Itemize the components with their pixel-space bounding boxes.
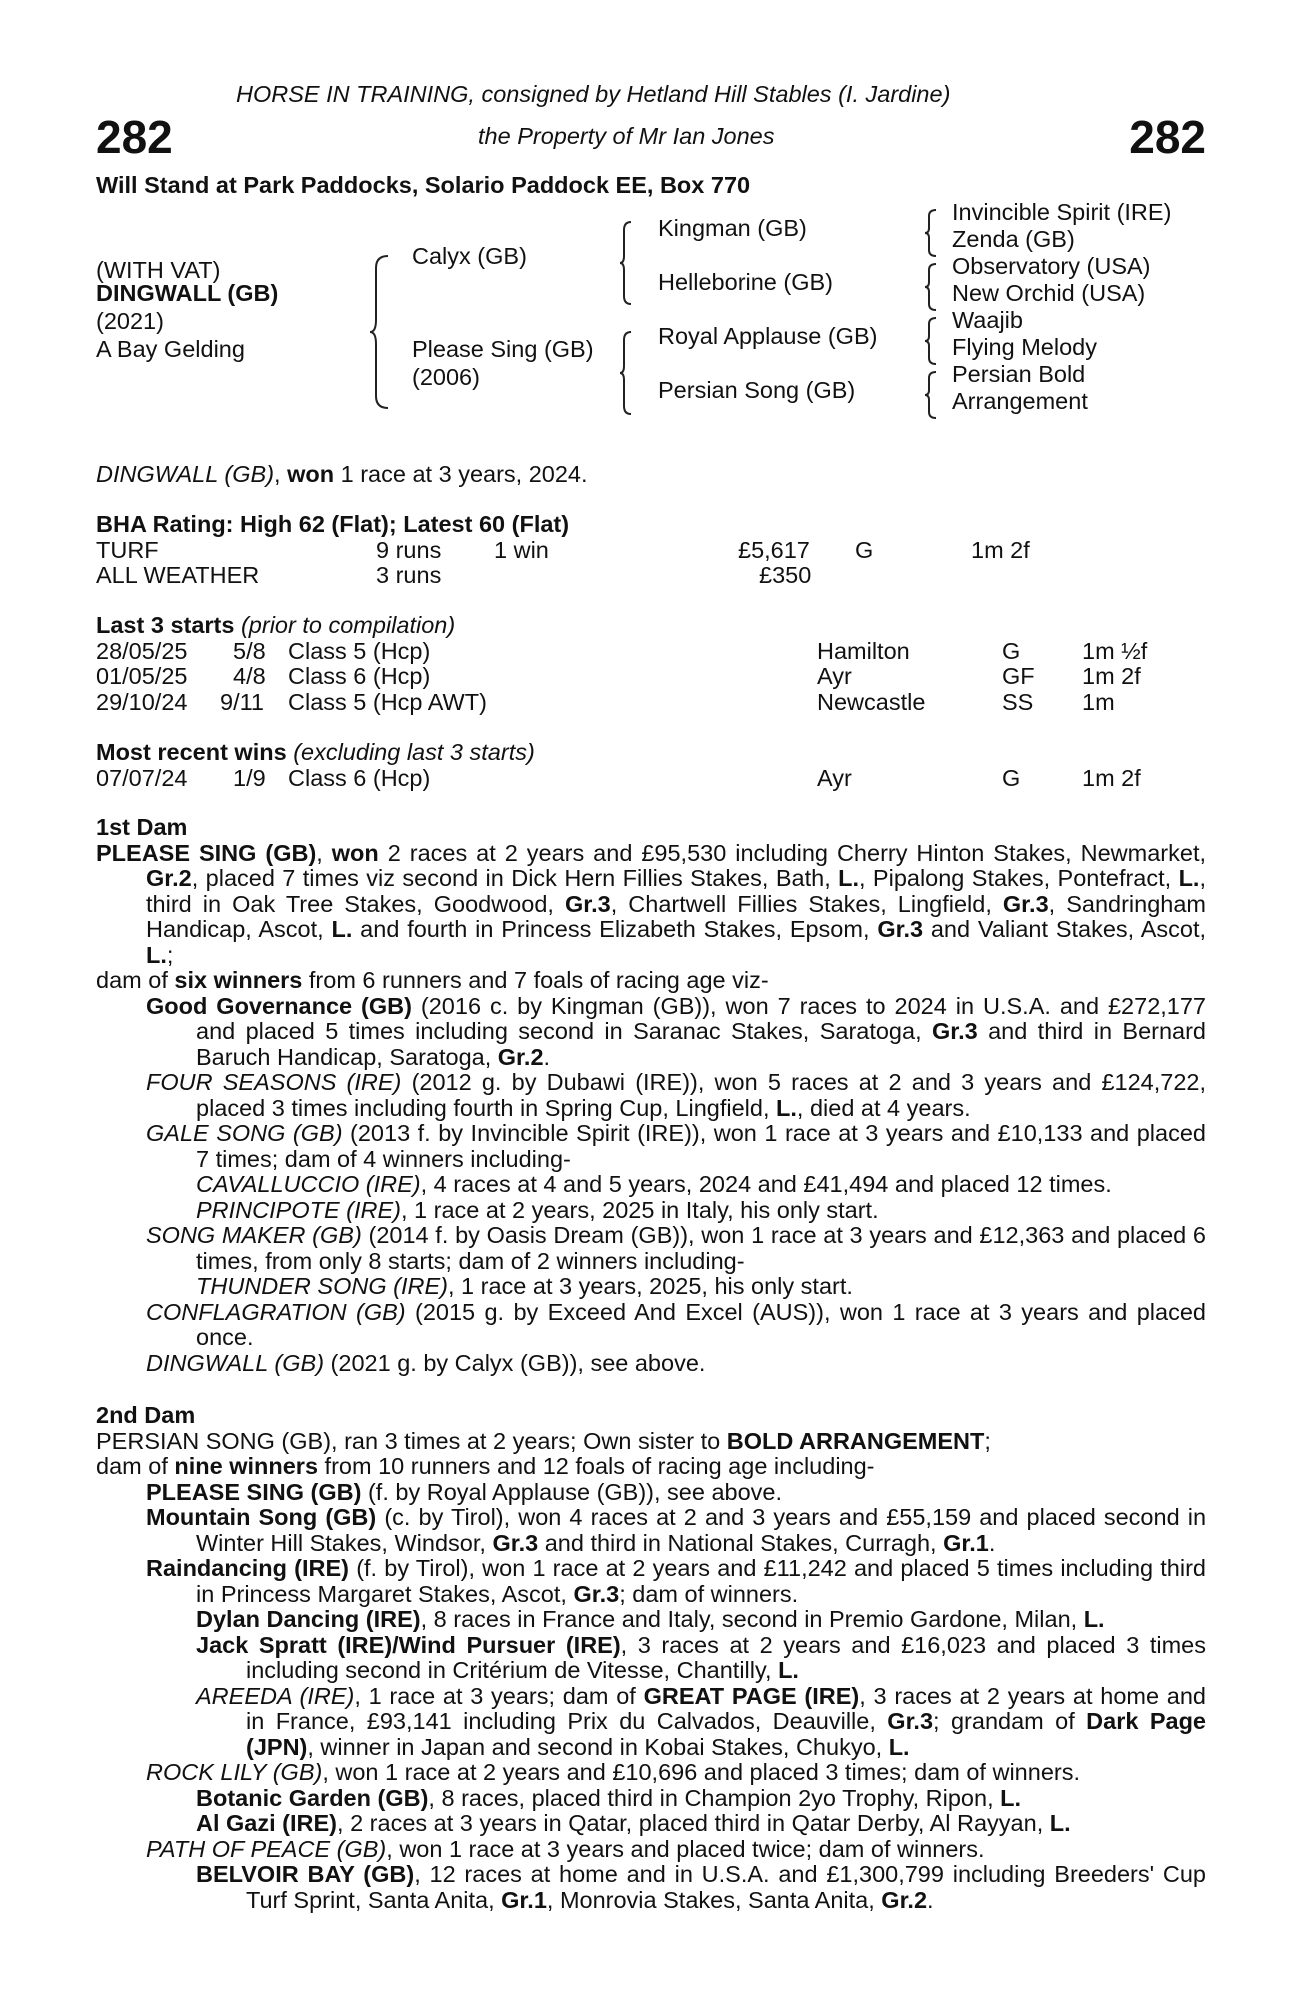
last-starts-title: Last 3 starts (prior to compilation) <box>96 612 456 638</box>
horse-description: A Bay Gelding <box>96 336 245 362</box>
rating-row-turf: TURF 9 runs 1 win £5,617 G 1m 2f <box>96 536 1030 563</box>
sire-dam: Helleborine (GB) <box>658 269 834 295</box>
pedigree-brace-3c <box>924 316 938 366</box>
pedigree-brace-sire <box>619 220 633 306</box>
dam-name: Please Sing (GB) <box>412 336 594 362</box>
dam-dam: Persian Song (GB) <box>658 377 856 403</box>
produce-botanic-garden: Botanic Garden (GB), 8 races, placed third in Champion 2yo Trophy, Ripon, L. <box>196 1784 1022 1811</box>
produce-gale-song: GALE SONG (GB) (2013 f. by Invincible Spirit (IRE)), won 1 race at 3 years and £10,133 and placed 7 times; dam of 4 winners including- <box>146 1120 1206 1172</box>
pedigree-brace-dam <box>619 330 633 416</box>
start-row: 01/05/25 4/8 Class 6 (Hcp) Ayr GF 1m 2f <box>96 663 1141 689</box>
dsd: Flying Melody <box>952 334 1097 360</box>
produce-mountain-song: Mountain Song (GB) (c. by Tirol), won 4 races at 2 and 3 years and £55,159 and placed second in Winter Hill Stakes, Windsor, Gr.3 and third in National Stakes, Curragh, Gr.1. <box>146 1504 1207 1556</box>
first-dam-record: PLEASE SING (GB), won 2 races at 2 years and £95,530 including Cherry Hinton Stakes, Newmarket, Gr.2, placed 7 times viz second in Dick Hern Fillies Stakes, Bath, L., Pipalong Stakes, Pontefract, L., third in Oak Tree Stakes, Goodwood, Gr.3, Chartwell Fillies Stakes, Lingfield, Gr.3, Sandringham Handicap, Ascot, L. and fourth in Princess Elizabeth Stakes, Epsom, Gr.3 and Valiant Stakes, Ascot, L.; <box>96 839 1207 968</box>
rating-row-aw: ALL WEATHER 3 runs £350 <box>96 562 812 588</box>
pedigree-brace-3a <box>924 208 938 258</box>
stand-location: Will Stand at Park Paddocks, Solario Paddock EE, Box 770 <box>96 172 751 198</box>
produce-rock-lily: ROCK LILY (GB), won 1 race at 2 years and £10,696 and placed 3 times; dam of winners. <box>146 1759 1080 1785</box>
produce-conflagration: CONFLAGRATION (GB) (2015 g. by Exceed And Excel (AUS)), won 1 race at 3 years and placed once. <box>146 1298 1206 1350</box>
last-starts-section <box>96 613 1206 715</box>
second-dam-record: PERSIAN SONG (GB), ran 3 times at 2 years; Own sister to BOLD ARRANGEMENT; <box>96 1427 991 1454</box>
produce-areeda: AREEDA (IRE), 1 race at 3 years; dam of GREAT PAGE (IRE), 3 races at 2 years at home and in France, £93,141 including Prix du Calvados, Deauville, Gr.3; grandam of Dark Page (JPN), winner in Japan and second in Kobai Stakes, Chukyo, L. <box>196 1682 1206 1760</box>
horse-name: DINGWALL (GB) <box>96 280 279 306</box>
lot-number-left: 282 <box>96 111 173 163</box>
start-row: 28/05/25 5/8 Class 5 (Hcp) Hamilton G 1m ½f <box>96 637 1148 664</box>
start-row: 29/10/24 9/11 Class 5 (Hcp AWT) Newcastle SS 1m <box>96 688 1115 715</box>
dss: Waajib <box>952 307 1023 333</box>
win-row: 07/07/24 1/9 Class 6 (Hcp) Ayr G 1m 2f <box>96 764 1141 791</box>
race-summary: DINGWALL (GB), won 1 race at 3 years, 2024. <box>96 461 588 487</box>
consignor-line: HORSE IN TRAINING, consigned by Hetland Hill Stables (I. Jardine) <box>236 81 951 107</box>
pedigree-brace-main <box>368 254 390 410</box>
produce-raindancing: Raindancing (IRE) (f. by Tirol), won 1 race at 2 years and £11,242 and placed 5 times including third in Princess Margaret Stakes, Ascot, Gr.3; dam of winners. <box>146 1555 1206 1607</box>
produce-good-governance: Good Governance (GB) (2016 c. by Kingman (GB)), won 7 races to 2024 in U.S.A. and £272,177 and placed 5 times including second in Saranac Stakes, Saratoga, Gr.3 and third in Bernard Baruch Handicap, Saratoga, Gr.2. <box>146 992 1207 1070</box>
produce-jack-spratt: Jack Spratt (IRE)/Wind Pursuer (IRE), 3 races at 2 years and £16,023 and placed 3 times including second in Critérium de Vitesse, Chantilly, L. <box>196 1631 1206 1683</box>
pedigree-brace-3b <box>924 262 938 312</box>
recent-wins-section <box>96 740 1206 791</box>
first-dam-title: 1st Dam <box>96 814 188 840</box>
lot-number-right: 282 <box>1129 111 1206 163</box>
dam-year: (2006) <box>412 364 480 390</box>
sds: Observatory (USA) <box>952 253 1151 279</box>
ssd: Zenda (GB) <box>952 226 1075 252</box>
vat-note: (WITH VAT) <box>96 257 221 283</box>
sire-sire: Kingman (GB) <box>658 215 807 241</box>
produce-al-gazi: Al Gazi (IRE), 2 races at 3 years in Qatar, placed third in Qatar Derby, Al Rayyan, L. <box>196 1810 1071 1836</box>
produce-song-maker: SONG MAKER (GB) (2014 f. by Oasis Dream (GB)), won 1 race at 3 years and £12,363 and placed 6 times, from only 8 starts; dam of 2 winners including- <box>146 1222 1207 1274</box>
recent-wins-title: Most recent wins (excluding last 3 starts) <box>96 739 535 765</box>
first-dam-produce-intro: dam of six winners from 6 runners and 7 foals of racing age viz- <box>96 967 769 993</box>
second-dam-title: 2nd Dam <box>96 1402 196 1428</box>
second-dam-section <box>96 1403 1206 1913</box>
produce-path-of-peace: PATH OF PEACE (GB), won 1 race at 3 years and placed twice; dam of winners. <box>146 1835 985 1862</box>
produce-thunder-song: THUNDER SONG (IRE), 1 race at 3 years, 2025, his only start. <box>196 1273 853 1299</box>
ddd: Arrangement <box>952 388 1088 414</box>
second-dam-produce-intro: dam of nine winners from 10 runners and 12 foals of racing age including- <box>96 1453 875 1479</box>
dam-sire: Royal Applause (GB) <box>658 323 878 349</box>
sss: Invincible Spirit (IRE) <box>952 199 1172 225</box>
produce-four-seasons: FOUR SEASONS (IRE) (2012 g. by Dubawi (IRE)), won 5 races at 2 and 3 years and £124,722, placed 3 times including fourth in Spring Cup, Lingfield, L., died at 4 years. <box>146 1069 1206 1121</box>
produce-dylan-dancing: Dylan Dancing (IRE), 8 races in France and Italy, second in Premio Gardone, Milan, L. <box>196 1606 1105 1632</box>
sire-name: Calyx (GB) <box>412 243 527 269</box>
property-line: the Property of Mr Ian Jones <box>478 123 775 149</box>
produce-please-sing: PLEASE SING (GB) (f. by Royal Applause (GB)), see above. <box>146 1478 783 1505</box>
produce-belvoir-bay: BELVOIR BAY (GB), 12 races at home and in U.S.A. and £1,300,799 including Breeders' Cup Turf Sprint, Santa Anita, Gr.1, Monrovia Stakes, Santa Anita, Gr.2. <box>196 1861 1206 1913</box>
pedigree-brace-3d <box>924 370 938 420</box>
first-dam-section <box>96 815 1206 1376</box>
rating-section <box>96 512 1206 589</box>
horse-year: (2021) <box>96 308 164 334</box>
produce-cavalluccio: CAVALLUCCIO (IRE), 4 races at 4 and 5 years, 2024 and £41,494 and placed 12 times. <box>196 1171 1112 1197</box>
dds: Persian Bold <box>952 361 1086 387</box>
rating-title: BHA Rating: High 62 (Flat); Latest 60 (Flat) <box>96 511 570 537</box>
produce-dingwall: DINGWALL (GB) (2021 g. by Calyx (GB)), see above. <box>146 1349 706 1376</box>
produce-principote: PRINCIPOTE (IRE), 1 race at 2 years, 2025 in Italy, his only start. <box>196 1196 879 1223</box>
sdd: New Orchid (USA) <box>952 280 1146 306</box>
